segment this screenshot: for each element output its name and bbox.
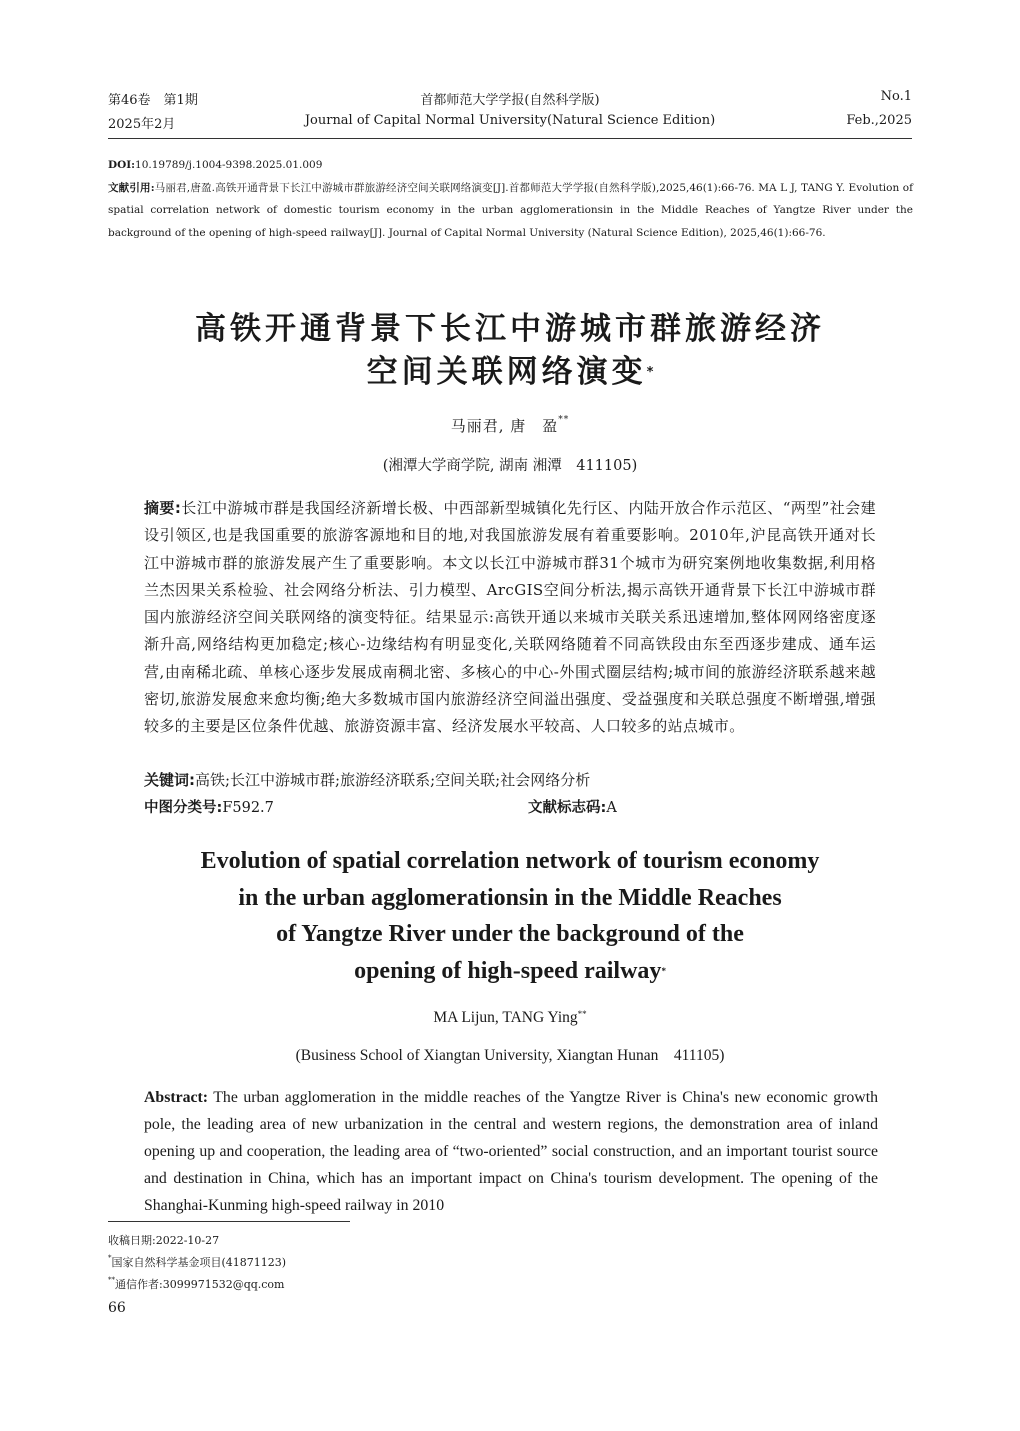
header-rule — [108, 138, 912, 139]
abstract-en-label: Abstract: — [144, 1089, 209, 1106]
corr-text: 通信作者:3099971532@qq.com — [115, 1278, 285, 1291]
title-en-line2: in the urban agglomerationsin in the Middle Reaches — [238, 884, 782, 911]
abstract-cn-text: 长江中游城市群是我国经济新增长极、中西部新型城镇化先行区、内陆开放合作示范区、“两型”社会建设引领区,也是我国重要的旅游客源地和目的地,对我国旅游发展有着重要影响。2010年,沪昆高铁开通对长江中游城市群的旅游发展产生了重要影响。本文以长江中游城市群31个城市为研究案例地收集数据,利用格兰杰因果关系检验、社会网络分析法、引力模型、ArcGIS空间分析法,揭示高铁开通背景下长江中游城市群国内旅游经济空间关联网络的演变特征。结果显示:高铁开通以来城市关联关系迅速增加,整体网网络密度逐渐升高,网络结构更加稳定;核心-边缘结构有明显变化,关联网络随着不同高铁段由东至西逐步建成、通车运营,由南稀北疏、单核心逐步发展成南稠北密、多核心的中心-外围式圈层结构;城市间的旅游经济联系越来越密切,旅游发展愈来愈均衡;绝大多数城市国内旅游经济空间溢出强度、受益强度和关联总强度不断增强,增强较多的主要是区位条件优越、旅游资源丰富、经济发展水平较高、人口较多的站点城市。 — [144, 499, 876, 736]
keywords-cn — [144, 769, 876, 790]
keywords-label: 关键词: — [144, 771, 195, 789]
doc-code-label: 文献标志码: — [528, 800, 607, 816]
abstract-en — [144, 1084, 878, 1219]
author-names-cn: 马丽君, 唐 盈 — [450, 417, 559, 435]
fund-mark: * — [108, 1254, 112, 1262]
journal-name-en: Journal of Capital Normal University(Natural Science Edition) — [304, 113, 716, 128]
abstract-en-text: The urban agglomeration in the middle reaches of the Yangtze River is China's new economic growth pole, the leading area of new urbanization in the central and western regions, the demonstration area of inland opening up and cooperation, the leading area of “two-oriented” social construction, and an important tourist source and destination in China, which has an important impact on China's tourism development. The opening of the Shanghai-Kunming high-speed railway in 2010 — [144, 1089, 878, 1214]
doc-code-value: A — [606, 800, 617, 816]
date-en: Feb.,2025 — [846, 113, 912, 128]
fund-text: 国家自然科学基金项目(41871123) — [111, 1256, 287, 1269]
authors-cn — [108, 415, 912, 436]
citation-block — [108, 154, 913, 244]
footnote-corresponding — [108, 1276, 285, 1292]
doi-value[interactable]: 10.19789/j.1004-9398.2025.01.009 — [135, 159, 323, 171]
doi-label: DOI: — [108, 159, 136, 171]
issue-number: No.1 — [880, 89, 912, 104]
title-en-line1: Evolution of spatial correlation network of tourism economy — [200, 848, 820, 874]
title-cn-line1: 高铁开通背景下长江中游城市群旅游经济 — [195, 311, 825, 347]
reference-label: 文献引用: — [108, 181, 155, 194]
reference-text: 马丽君,唐盈.高铁开通背景下长江中游城市群旅游经济空间关联网络演变[J].首都师范大学学报(自然科学版),2025,46(1):66-76. MA L J, TANG Y. Evolution of spatial correlation network of domestic tourism economy in the urban agglomerationsin in the Middle Reaches of Yangtze River under the background of the opening of high-speed railway[J]. Journal of Capital Normal University (Natural Science Edition), 2025,46(1):66-76. — [108, 181, 913, 239]
journal-name-cn: 首都师范大学学报(自然科学版) — [420, 93, 600, 108]
corr-mark: ** — [108, 1276, 115, 1284]
title-cn-line2: 空间关联网络演变 — [366, 354, 647, 390]
keywords-text: 高铁;长江中游城市群;旅游经济联系;空间关联;社会网络分析 — [195, 771, 591, 789]
footnote-rule — [108, 1221, 350, 1222]
doi-line — [108, 154, 913, 177]
affiliation-en: (Business School of Xiangtan University, Xiangtan Hunan 411105) — [295, 1047, 725, 1064]
author-cn-footnote-mark: ** — [558, 415, 570, 425]
authors-en — [108, 1009, 912, 1027]
title-en-line4: opening of high-speed railway — [354, 957, 662, 984]
author-names-en: MA Lijun, TANG Ying — [433, 1009, 578, 1026]
abstract-cn-label: 摘要: — [144, 499, 182, 517]
footnote-fund — [108, 1254, 286, 1270]
volume-issue: 第46卷 第1期 — [108, 93, 198, 108]
clc-value: F592.7 — [222, 800, 274, 816]
reference-line — [108, 177, 913, 245]
footnote-received: 收稿日期:2022-10-27 — [108, 1234, 220, 1247]
title-cn-footnote-mark: * — [646, 365, 654, 380]
title-en-line3: of Yangtze River under the background of the — [276, 921, 744, 947]
author-en-footnote-mark: ** — [577, 1009, 587, 1019]
paper-title-cn — [108, 308, 912, 394]
title-en-footnote-mark: * — [661, 965, 666, 976]
classification-line — [144, 796, 876, 817]
affiliation-cn: (湘潭大学商学院, 湖南 湘潭 411105) — [382, 458, 638, 474]
date-cn: 2025年2月 — [108, 117, 176, 132]
abstract-cn — [144, 495, 876, 741]
paper-title-en — [120, 843, 900, 989]
page-number: 66 — [108, 1300, 126, 1316]
clc-label: 中图分类号: — [144, 800, 223, 816]
